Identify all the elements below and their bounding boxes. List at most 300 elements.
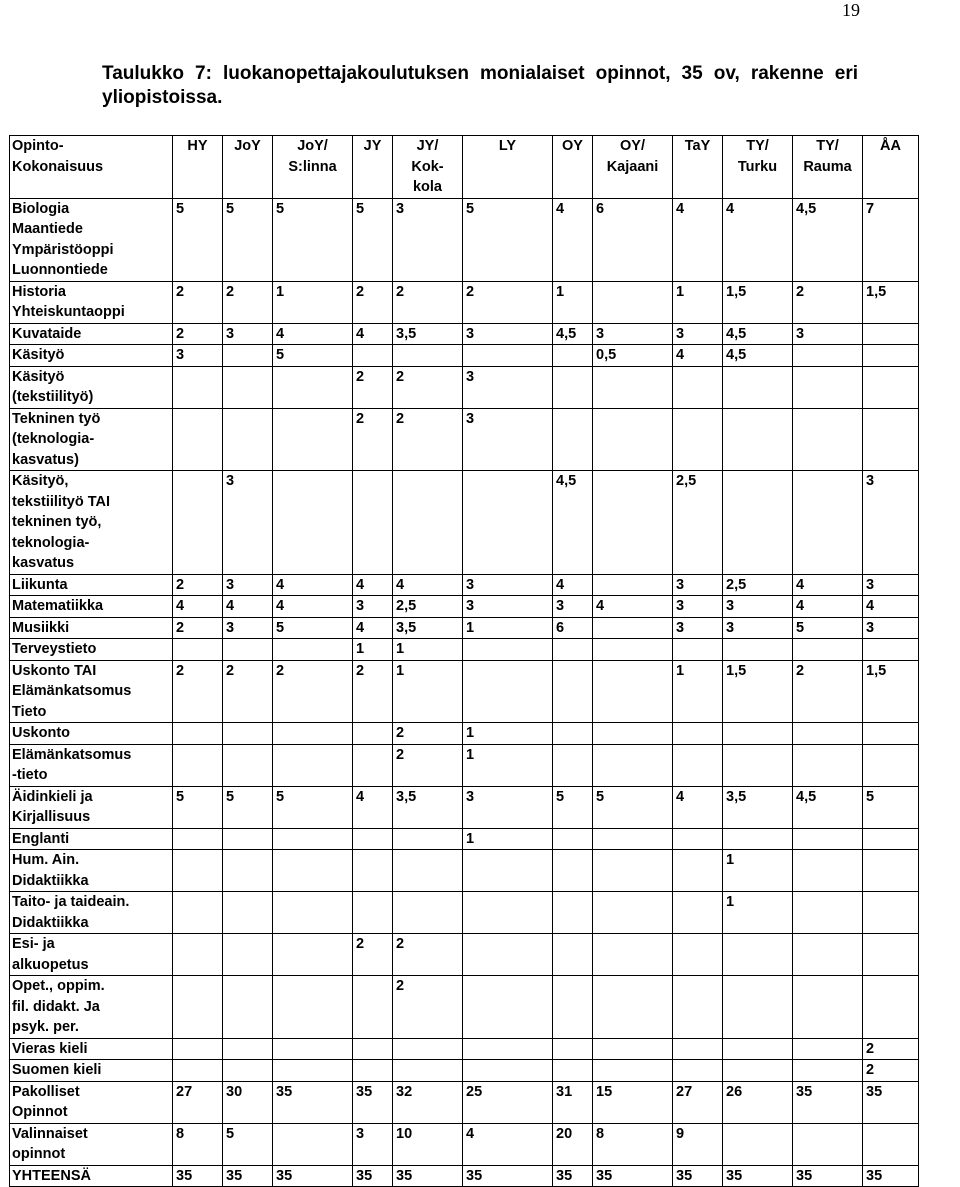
table-cell bbox=[723, 1060, 793, 1082]
table-cell: 3 bbox=[393, 198, 463, 281]
table-cell bbox=[673, 976, 723, 1039]
table-cell: 5 bbox=[273, 198, 353, 281]
row-label: Tekninen työ (teknologia- kasvatus) bbox=[10, 408, 173, 471]
table-cell: 35 bbox=[793, 1081, 863, 1123]
table-cell bbox=[173, 934, 223, 976]
table-cell bbox=[393, 1060, 463, 1082]
table-cell: 4 bbox=[393, 574, 463, 596]
column-header-university: TaY bbox=[673, 136, 723, 199]
table-cell: 2 bbox=[173, 323, 223, 345]
table-cell: 3 bbox=[463, 366, 553, 408]
table-cell: 4 bbox=[273, 323, 353, 345]
table-cell bbox=[553, 976, 593, 1039]
table-cell bbox=[593, 934, 673, 976]
table-row bbox=[10, 850, 919, 892]
column-header-university: TY/ Turku bbox=[723, 136, 793, 199]
table-cell bbox=[863, 345, 919, 367]
table-cell bbox=[793, 850, 863, 892]
table-cell: 3 bbox=[863, 617, 919, 639]
table-cell: 2 bbox=[353, 408, 393, 471]
table-cell: 5 bbox=[223, 1123, 273, 1165]
table-cell: 35 bbox=[723, 1165, 793, 1187]
table-cell bbox=[463, 660, 553, 723]
table-cell bbox=[593, 850, 673, 892]
table-cell: 2 bbox=[353, 660, 393, 723]
table-cell: 30 bbox=[223, 1081, 273, 1123]
column-header-university: JoY bbox=[223, 136, 273, 199]
table-row bbox=[10, 617, 919, 639]
table-cell: 3 bbox=[463, 596, 553, 618]
table-cell: 4 bbox=[353, 574, 393, 596]
table-row bbox=[10, 976, 919, 1039]
table-cell bbox=[463, 1038, 553, 1060]
table-cell bbox=[393, 828, 463, 850]
table-cell bbox=[863, 723, 919, 745]
table-cell bbox=[723, 934, 793, 976]
table-cell: 4 bbox=[863, 596, 919, 618]
table-cell bbox=[863, 744, 919, 786]
table-cell bbox=[793, 639, 863, 661]
table-cell: 2 bbox=[393, 366, 463, 408]
table-cell: 3 bbox=[463, 408, 553, 471]
table-cell: 3,5 bbox=[393, 617, 463, 639]
table-cell: 35 bbox=[553, 1165, 593, 1187]
table-cell: 35 bbox=[223, 1165, 273, 1187]
table-cell bbox=[793, 934, 863, 976]
table-cell bbox=[593, 574, 673, 596]
table-cell bbox=[673, 1038, 723, 1060]
table-cell: 4,5 bbox=[553, 471, 593, 575]
table-cell bbox=[553, 828, 593, 850]
table-cell: 35 bbox=[353, 1165, 393, 1187]
table-cell: 2 bbox=[173, 574, 223, 596]
table-cell: 2,5 bbox=[723, 574, 793, 596]
table-cell bbox=[593, 639, 673, 661]
table-cell: 4 bbox=[553, 574, 593, 596]
table-cell: 2 bbox=[223, 660, 273, 723]
table-cell bbox=[673, 934, 723, 976]
table-cell bbox=[463, 892, 553, 934]
table-cell: 2,5 bbox=[673, 471, 723, 575]
table-cell bbox=[793, 1060, 863, 1082]
curriculum-table bbox=[9, 135, 919, 1187]
row-label: Liikunta bbox=[10, 574, 173, 596]
table-cell bbox=[793, 744, 863, 786]
table-cell bbox=[173, 639, 223, 661]
table-cell: 1 bbox=[463, 723, 553, 745]
table-cell bbox=[593, 408, 673, 471]
table-row bbox=[10, 345, 919, 367]
table-cell bbox=[593, 828, 673, 850]
table-cell: 3 bbox=[463, 574, 553, 596]
table-cell: 5 bbox=[353, 198, 393, 281]
row-label: Opet., oppim. fil. didakt. Ja psyk. per. bbox=[10, 976, 173, 1039]
table-cell bbox=[793, 976, 863, 1039]
table-cell: 1,5 bbox=[863, 660, 919, 723]
table-cell: 2 bbox=[393, 976, 463, 1039]
row-label: Uskonto bbox=[10, 723, 173, 745]
table-cell bbox=[673, 366, 723, 408]
row-label: Suomen kieli bbox=[10, 1060, 173, 1082]
table-cell bbox=[673, 744, 723, 786]
table-cell bbox=[793, 1123, 863, 1165]
table-cell: 4 bbox=[593, 596, 673, 618]
table-cell bbox=[593, 1038, 673, 1060]
table-cell bbox=[723, 744, 793, 786]
column-header-university: LY bbox=[463, 136, 553, 199]
table-cell bbox=[793, 828, 863, 850]
table-cell bbox=[393, 471, 463, 575]
table-cell bbox=[353, 892, 393, 934]
table-cell bbox=[793, 471, 863, 575]
table-cell: 35 bbox=[463, 1165, 553, 1187]
table-cell: 1 bbox=[463, 744, 553, 786]
table-cell bbox=[173, 976, 223, 1039]
table-cell bbox=[223, 1038, 273, 1060]
row-label: Vieras kieli bbox=[10, 1038, 173, 1060]
table-cell: 10 bbox=[393, 1123, 463, 1165]
table-cell bbox=[223, 723, 273, 745]
page-number: 19 bbox=[842, 0, 860, 20]
table-cell: 3 bbox=[723, 596, 793, 618]
column-header-university: JoY/ S:linna bbox=[273, 136, 353, 199]
table-cell: 1,5 bbox=[723, 281, 793, 323]
row-label: Käsityö (tekstiilityö) bbox=[10, 366, 173, 408]
table-cell: 27 bbox=[173, 1081, 223, 1123]
table-cell bbox=[673, 639, 723, 661]
table-cell: 35 bbox=[863, 1165, 919, 1187]
table-cell bbox=[553, 408, 593, 471]
table-cell: 3,5 bbox=[723, 786, 793, 828]
table-cell: 1,5 bbox=[723, 660, 793, 723]
table-cell bbox=[173, 850, 223, 892]
table-cell: 2 bbox=[353, 934, 393, 976]
table-cell bbox=[863, 934, 919, 976]
table-cell bbox=[353, 976, 393, 1039]
table-cell: 5 bbox=[273, 617, 353, 639]
table-cell bbox=[223, 408, 273, 471]
table-row bbox=[10, 892, 919, 934]
table-cell: 2 bbox=[793, 660, 863, 723]
table-cell bbox=[273, 892, 353, 934]
table-cell bbox=[723, 471, 793, 575]
table-cell bbox=[793, 366, 863, 408]
table-cell: 3 bbox=[673, 574, 723, 596]
table-cell bbox=[723, 828, 793, 850]
table-cell bbox=[273, 1060, 353, 1082]
table-cell bbox=[593, 471, 673, 575]
table-cell bbox=[863, 850, 919, 892]
row-label: Käsityö, tekstiilityö TAI tekninen työ, teknologia- kasvatus bbox=[10, 471, 173, 575]
table-cell bbox=[673, 1060, 723, 1082]
table-cell bbox=[673, 408, 723, 471]
table-cell bbox=[223, 366, 273, 408]
table-cell bbox=[793, 345, 863, 367]
table-cell: 4 bbox=[173, 596, 223, 618]
table-cell: 3,5 bbox=[393, 323, 463, 345]
table-cell bbox=[173, 1038, 223, 1060]
table-cell bbox=[393, 892, 463, 934]
table-cell: 4 bbox=[273, 596, 353, 618]
table-cell bbox=[353, 828, 393, 850]
table-cell bbox=[223, 976, 273, 1039]
table-cell: 1 bbox=[353, 639, 393, 661]
table-cell: 2 bbox=[393, 723, 463, 745]
table-cell: 2 bbox=[393, 281, 463, 323]
column-header-category: Opinto- Kokonaisuus bbox=[10, 136, 173, 199]
column-header-university: ÅA bbox=[863, 136, 919, 199]
table-cell bbox=[273, 1123, 353, 1165]
table-row bbox=[10, 639, 919, 661]
table-cell: 4 bbox=[673, 786, 723, 828]
table-cell: 4,5 bbox=[553, 323, 593, 345]
table-cell: 1,5 bbox=[863, 281, 919, 323]
table-cell: 4 bbox=[353, 617, 393, 639]
table-cell: 3 bbox=[593, 323, 673, 345]
table-cell: 4,5 bbox=[723, 345, 793, 367]
table-cell: 2 bbox=[393, 744, 463, 786]
table-cell: 3 bbox=[673, 596, 723, 618]
table-row bbox=[10, 828, 919, 850]
row-label: Kuvataide bbox=[10, 323, 173, 345]
table-cell bbox=[723, 976, 793, 1039]
table-cell bbox=[353, 1038, 393, 1060]
row-label: Historia Yhteiskuntaoppi bbox=[10, 281, 173, 323]
table-cell bbox=[273, 1038, 353, 1060]
table-cell: 35 bbox=[273, 1081, 353, 1123]
table-row bbox=[10, 1038, 919, 1060]
table-row bbox=[10, 366, 919, 408]
table-cell bbox=[223, 639, 273, 661]
table-cell: 2 bbox=[393, 934, 463, 976]
table-cell: 2 bbox=[173, 660, 223, 723]
table-cell: 3 bbox=[463, 786, 553, 828]
table-cell: 5 bbox=[593, 786, 673, 828]
table-cell: 4 bbox=[463, 1123, 553, 1165]
table-cell bbox=[173, 408, 223, 471]
table-cell bbox=[553, 723, 593, 745]
table-cell: 35 bbox=[173, 1165, 223, 1187]
table-cell bbox=[553, 660, 593, 723]
table-cell bbox=[673, 723, 723, 745]
table-cell: 2 bbox=[353, 281, 393, 323]
table-cell bbox=[593, 617, 673, 639]
table-cell bbox=[593, 892, 673, 934]
table-cell: 5 bbox=[553, 786, 593, 828]
table-cell bbox=[273, 471, 353, 575]
table-row bbox=[10, 596, 919, 618]
column-header-university: JY/ Kok- kola bbox=[393, 136, 463, 199]
table-cell bbox=[793, 408, 863, 471]
table-cell bbox=[393, 1038, 463, 1060]
table-cell: 3 bbox=[863, 471, 919, 575]
table-cell bbox=[553, 850, 593, 892]
table-cell: 3 bbox=[463, 323, 553, 345]
table-cell: 0,5 bbox=[593, 345, 673, 367]
table-cell: 2 bbox=[173, 281, 223, 323]
table-row bbox=[10, 1123, 919, 1165]
table-cell bbox=[723, 723, 793, 745]
table-cell: 4 bbox=[353, 323, 393, 345]
table-cell: 3 bbox=[353, 596, 393, 618]
table-cell bbox=[353, 723, 393, 745]
table-cell: 4 bbox=[273, 574, 353, 596]
table-cell: 2 bbox=[463, 281, 553, 323]
table-cell bbox=[353, 345, 393, 367]
table-cell bbox=[863, 1123, 919, 1165]
table-cell bbox=[223, 1060, 273, 1082]
table-cell bbox=[553, 366, 593, 408]
table-cell bbox=[863, 828, 919, 850]
table-cell: 2 bbox=[863, 1060, 919, 1082]
table-cell bbox=[353, 744, 393, 786]
table-cell: 1 bbox=[723, 850, 793, 892]
table-cell: 1 bbox=[273, 281, 353, 323]
table-cell: 3 bbox=[353, 1123, 393, 1165]
table-row bbox=[10, 723, 919, 745]
table-cell: 1 bbox=[723, 892, 793, 934]
table-cell bbox=[793, 892, 863, 934]
table-cell: 1 bbox=[463, 617, 553, 639]
table-cell: 3,5 bbox=[393, 786, 463, 828]
table-cell: 8 bbox=[173, 1123, 223, 1165]
table-cell: 2 bbox=[393, 408, 463, 471]
row-label: Valinnaiset opinnot bbox=[10, 1123, 173, 1165]
table-cell: 2 bbox=[863, 1038, 919, 1060]
table-cell bbox=[863, 892, 919, 934]
header-row bbox=[10, 136, 919, 199]
table-cell bbox=[593, 744, 673, 786]
table-cell bbox=[593, 723, 673, 745]
table-cell bbox=[723, 408, 793, 471]
table-cell bbox=[463, 934, 553, 976]
table-cell: 3 bbox=[223, 323, 273, 345]
table-cell: 26 bbox=[723, 1081, 793, 1123]
table-cell: 1 bbox=[393, 639, 463, 661]
table-cell: 1 bbox=[393, 660, 463, 723]
table-cell: 5 bbox=[223, 198, 273, 281]
table-cell bbox=[173, 1060, 223, 1082]
table-cell: 1 bbox=[553, 281, 593, 323]
table-cell: 8 bbox=[593, 1123, 673, 1165]
table-cell bbox=[273, 723, 353, 745]
table-cell bbox=[463, 639, 553, 661]
table-cell bbox=[863, 976, 919, 1039]
table-cell: 6 bbox=[553, 617, 593, 639]
table-cell bbox=[223, 828, 273, 850]
table-row bbox=[10, 408, 919, 471]
table-cell: 3 bbox=[793, 323, 863, 345]
table-cell: 1 bbox=[463, 828, 553, 850]
table-cell bbox=[793, 1038, 863, 1060]
table-cell bbox=[593, 976, 673, 1039]
table-cell: 5 bbox=[863, 786, 919, 828]
table-cell bbox=[353, 850, 393, 892]
table-cell: 4 bbox=[793, 574, 863, 596]
table-row bbox=[10, 323, 919, 345]
table-cell bbox=[553, 892, 593, 934]
table-cell: 2,5 bbox=[393, 596, 463, 618]
table-cell: 35 bbox=[863, 1081, 919, 1123]
table-title: Taulukko 7: luokanopettajakoulutuksen monialaiset opinnot, 35 ov, rakenne eri yliopistoissa. bbox=[102, 63, 858, 108]
column-header-university: HY bbox=[173, 136, 223, 199]
table-row bbox=[10, 786, 919, 828]
table-cell bbox=[273, 744, 353, 786]
table-cell: 2 bbox=[173, 617, 223, 639]
row-label: YHTEENSÄ bbox=[10, 1165, 173, 1187]
table-cell: 4 bbox=[223, 596, 273, 618]
table-row bbox=[10, 1081, 919, 1123]
table-cell: 3 bbox=[223, 574, 273, 596]
table-cell: 5 bbox=[273, 786, 353, 828]
table-cell: 6 bbox=[593, 198, 673, 281]
table-cell bbox=[223, 345, 273, 367]
table-cell: 3 bbox=[673, 323, 723, 345]
row-label: Uskonto TAI Elämänkatsomus Tieto bbox=[10, 660, 173, 723]
table-row bbox=[10, 574, 919, 596]
table-cell: 1 bbox=[673, 281, 723, 323]
row-label: Taito- ja taideain. Didaktiikka bbox=[10, 892, 173, 934]
table-cell bbox=[723, 366, 793, 408]
table-cell: 27 bbox=[673, 1081, 723, 1123]
table-cell bbox=[173, 744, 223, 786]
table-cell bbox=[353, 1060, 393, 1082]
table-cell bbox=[863, 408, 919, 471]
table-cell bbox=[723, 639, 793, 661]
row-label: Elämänkatsomus -tieto bbox=[10, 744, 173, 786]
table-cell: 2 bbox=[793, 281, 863, 323]
table-row bbox=[10, 934, 919, 976]
table-cell: 1 bbox=[673, 660, 723, 723]
table-cell: 2 bbox=[223, 281, 273, 323]
table-cell: 5 bbox=[793, 617, 863, 639]
row-label: Terveystieto bbox=[10, 639, 173, 661]
table-cell bbox=[173, 828, 223, 850]
column-header-university: OY/ Kajaani bbox=[593, 136, 673, 199]
table-cell bbox=[553, 934, 593, 976]
table-cell bbox=[273, 850, 353, 892]
table-cell: 2 bbox=[273, 660, 353, 723]
table-cell bbox=[273, 366, 353, 408]
table-cell bbox=[593, 281, 673, 323]
table-cell bbox=[273, 639, 353, 661]
table-cell: 4,5 bbox=[723, 323, 793, 345]
table-cell bbox=[273, 408, 353, 471]
table-cell bbox=[463, 345, 553, 367]
column-header-university: OY bbox=[553, 136, 593, 199]
table-cell: 32 bbox=[393, 1081, 463, 1123]
table-cell bbox=[173, 366, 223, 408]
table-cell bbox=[173, 471, 223, 575]
table-cell: 3 bbox=[553, 596, 593, 618]
table-cell: 4,5 bbox=[793, 786, 863, 828]
table-cell bbox=[393, 345, 463, 367]
table-cell: 5 bbox=[273, 345, 353, 367]
table-cell bbox=[593, 1060, 673, 1082]
table-cell: 5 bbox=[463, 198, 553, 281]
table-cell bbox=[273, 976, 353, 1039]
column-header-university: JY bbox=[353, 136, 393, 199]
table-cell: 5 bbox=[223, 786, 273, 828]
table-cell: 5 bbox=[173, 198, 223, 281]
table-cell: 4 bbox=[673, 345, 723, 367]
row-label: Englanti bbox=[10, 828, 173, 850]
row-label: Biologia Maantiede Ympäristöoppi Luonnontiede bbox=[10, 198, 173, 281]
table-cell: 4 bbox=[723, 198, 793, 281]
table-row bbox=[10, 744, 919, 786]
table-cell bbox=[463, 1060, 553, 1082]
table-cell bbox=[173, 892, 223, 934]
